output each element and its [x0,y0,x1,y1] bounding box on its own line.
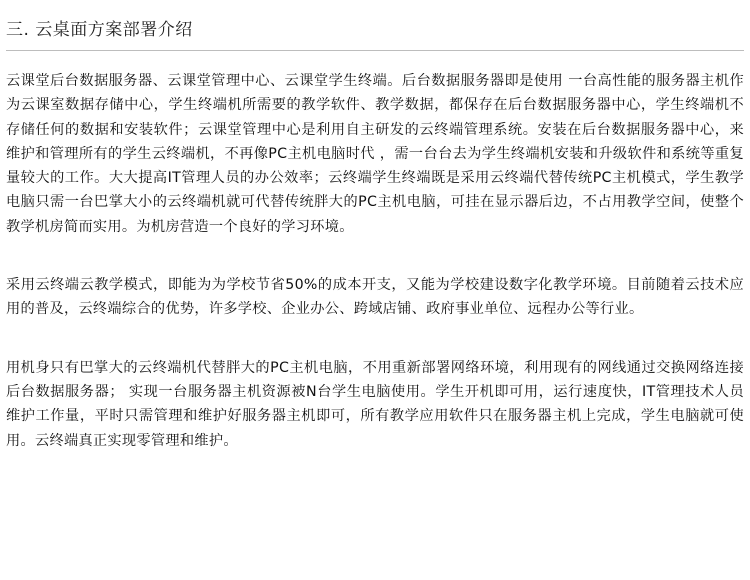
paragraph-implementation: 用机身只有巴掌大的云终端机代替胖大的PC主机电脑，不用重新部署网络环境，利用现有的网线通过交换网络连接后台数据服务器； 实现一台服务器主机资源被N台学生电脑使用。学生开机即可用，运行速度快，IT管理技术人员维护工作量，平时只需管理和维护好服务器主机即可，所有教学应用软件只在服务器主机上完成，学生电脑就可使用。云终端真正实现零管理和维护。 [6,359,744,449]
paragraph-cost-benefits: 采用云终端云教学模式，即能为为学校节省50%的成本开支，又能为学校建设数字化教学环境。目前随着云技术应用的普及，云终端综合的优势，许多学校、企业办公、跨域店铺、政府事业单位、远程办公等行业。 [6,277,744,318]
paragraph-deployment-overview: 云课堂后台数据服务器、云课堂管理中心、云课堂学生终端。后台数据服务器即是使用 一台高性能的服务器主机作为云课室数据存储中心，学生终端机所需要的教学软件、教学数据，都保存在后台数据服务器中心，学生终端机不存储任何的数据和安装软件；云课堂管理中心是利用自主研发的云终端管理系统。安装在后台数据服务器中心，来维护和管理所有的学生云终端机，不再像PC主机电脑时代 ，需一台台去为学生终端机安装和升级软件和系统等重复量较大的工作。大大提高IT管理人员的办公效率；云终端学生终端既是采用云终端代替传统PC主机模式，学生教学电脑只需一台巴掌大小的云终端机就可代替传统胖大的PC主机电脑，可挂在显示器后边，不占用教学空间，使整个教学机房简而实用。为机房营造一个良好的学习环境。 [6,73,744,235]
section-title: 三. 云桌面方案部署介绍 [6,20,193,40]
title-divider [6,50,744,51]
